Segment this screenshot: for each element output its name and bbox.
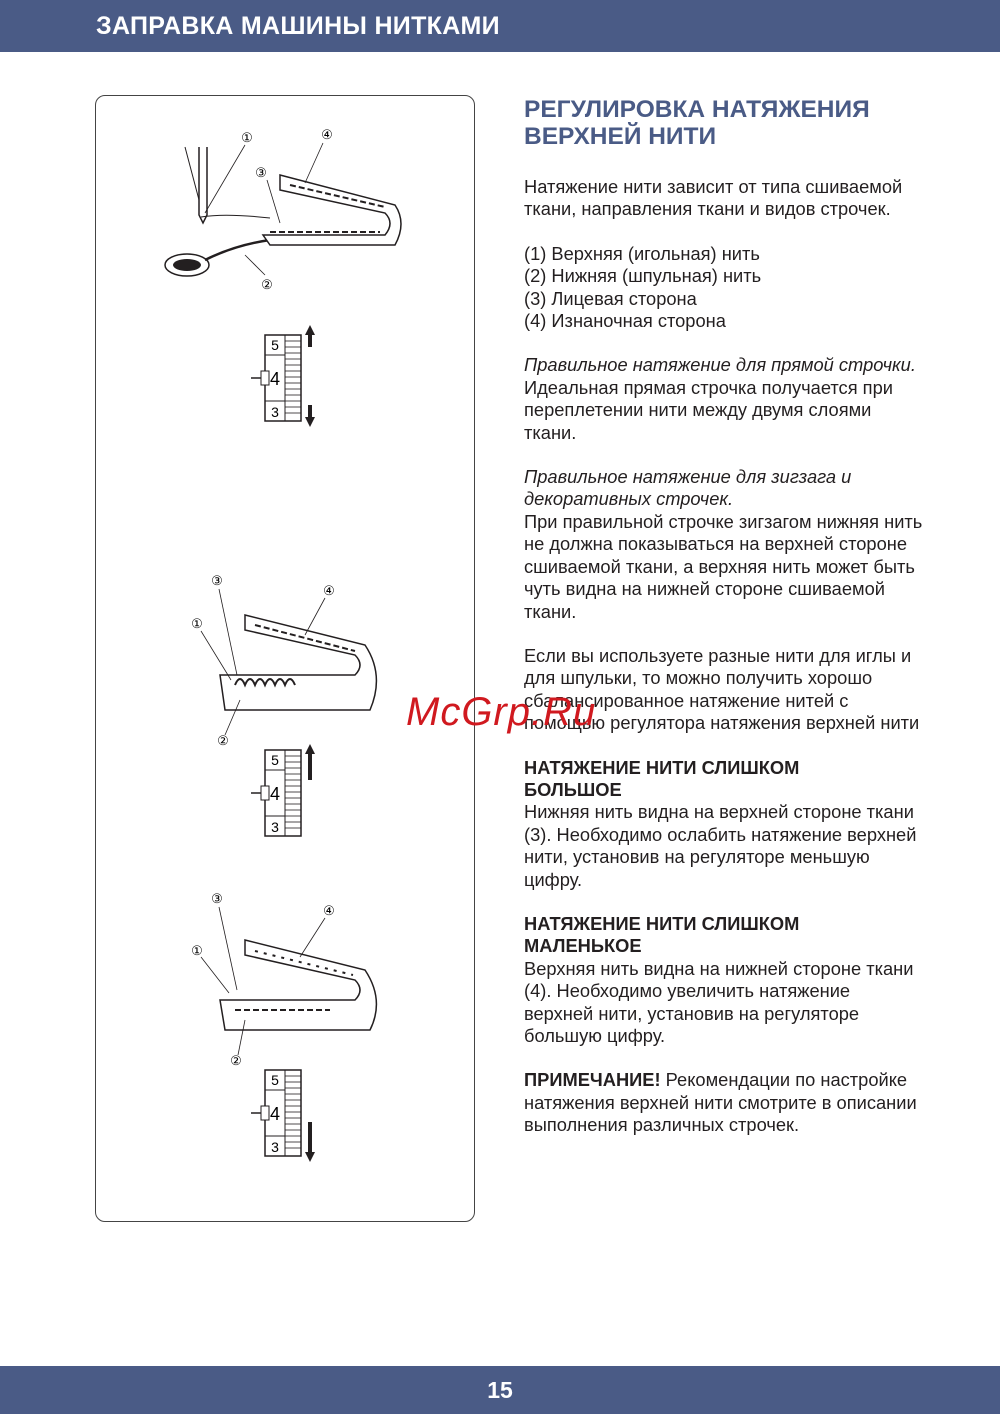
note-label: ПРИМЕЧАНИЕ! bbox=[524, 1069, 661, 1091]
tension-too-high-heading-line-2: БОЛЬШОЕ bbox=[524, 778, 622, 800]
legend-item: (1) Верхняя (игольная) нить bbox=[524, 242, 760, 264]
callout-3: ③ bbox=[255, 165, 267, 180]
dial-value-middle: 4 bbox=[269, 369, 281, 389]
callout-1: ① bbox=[241, 130, 253, 145]
dial-value-bottom: 3 bbox=[271, 404, 279, 420]
upper-thread-line bbox=[201, 215, 270, 218]
callout-4: ④ bbox=[323, 903, 335, 918]
arrow-up-icon bbox=[305, 325, 315, 347]
dial-value-top: 5 bbox=[271, 337, 279, 353]
callout-2: ② bbox=[261, 277, 273, 292]
section-title-line-2: ВЕРХНЕЙ НИТИ bbox=[524, 123, 717, 150]
dial-value-bottom: 3 bbox=[271, 1139, 279, 1155]
dial-value-middle: 4 bbox=[269, 1104, 281, 1124]
callout-3: ③ bbox=[211, 891, 223, 906]
figure-straight-stitch bbox=[165, 127, 401, 292]
straight-stitch-block bbox=[524, 354, 924, 444]
figure-zigzag-stitch bbox=[191, 573, 376, 748]
tension-too-low-text: Верхняя нить видна на нижней стороне ткани (4). Необходимо увеличить натяжение верхней нити, установив на регуляторе большую цифру. bbox=[524, 957, 914, 1046]
tension-too-high-heading-line-1: НАТЯЖЕНИЕ НИТИ СЛИШКОМ bbox=[524, 756, 800, 778]
straight-stitch-text: Идеальная прямая строчка получается при переплетении нити между двумя слоями ткани. bbox=[524, 376, 893, 443]
callout-4: ④ bbox=[323, 583, 335, 598]
tension-too-low-heading-line-1: НАТЯЖЕНИЕ НИТИ СЛИШКОМ bbox=[524, 912, 800, 934]
different-threads-paragraph: Если вы используете разные нити для иглы и для шпульки, то можно получить хорошо сбалансированное натяжение нитей с помощью регулятора натяжения верхней нити bbox=[524, 644, 920, 734]
lower-thread-line bbox=[205, 240, 270, 260]
note-text: Рекомендации по настройке натяжения верхней нити смотрите в описании выполнения различных строчек. bbox=[524, 1069, 917, 1136]
tension-illustrations bbox=[95, 95, 475, 1222]
callout-1: ① bbox=[191, 943, 203, 958]
callout-1: ① bbox=[191, 616, 203, 631]
watermark: McGrp.Ru bbox=[406, 690, 597, 734]
tension-too-high-block bbox=[524, 757, 924, 891]
tension-dial-1 bbox=[251, 325, 315, 427]
dial-value-bottom: 3 bbox=[271, 819, 279, 835]
figure-tension-too-high bbox=[191, 891, 376, 1068]
callout-4: ④ bbox=[321, 127, 333, 142]
dial-value-middle: 4 bbox=[269, 784, 281, 804]
legend-item: (4) Изнаночная сторона bbox=[524, 310, 726, 332]
zigzag-stitch-block bbox=[524, 466, 924, 623]
tension-too-high-text: Нижняя нить видна на верхней стороне ткани (3). Необходимо ослабить натяжение верхней нити, установив на регуляторе меньшую цифру. bbox=[524, 801, 917, 890]
arrow-up-icon bbox=[305, 744, 315, 780]
straight-stitch-heading: Правильное натяжение для прямой строчки. bbox=[524, 354, 916, 376]
tension-dial-2 bbox=[251, 744, 315, 836]
callout-2: ② bbox=[230, 1053, 242, 1068]
callout-3: ③ bbox=[211, 573, 223, 588]
page-number: 15 bbox=[487, 1377, 513, 1403]
instructions-column bbox=[524, 96, 924, 1159]
arrow-down-icon bbox=[305, 1122, 315, 1162]
dial-value-top: 5 bbox=[271, 1072, 279, 1088]
intro-paragraph: Натяжение нити зависит от типа сшиваемой ткани, направления ткани и видов строчек. bbox=[524, 176, 903, 220]
zigzag-stitch-text: При правильной строчке зигзагом нижняя нить не должна показываться на верхней стороне сшиваемой ткани, а верхняя нить может быть чуть видна на нижней стороне сшиваемой ткани. bbox=[524, 510, 923, 622]
dial-value-top: 5 bbox=[271, 752, 279, 768]
tension-too-low-block bbox=[524, 913, 924, 1047]
tension-too-low-heading-line-2: МАЛЕНЬКОЕ bbox=[524, 935, 642, 957]
legend-list bbox=[524, 243, 924, 333]
callout-2: ② bbox=[217, 733, 229, 748]
zigzag-stitch-heading: Правильное натяжение для зигзага и декоративных строчек. bbox=[524, 466, 852, 510]
legend-item: (2) Нижняя (шпульная) нить bbox=[524, 265, 762, 287]
legend-item: (3) Лицевая сторона bbox=[524, 287, 697, 309]
fabric-layers-icon bbox=[263, 175, 401, 245]
section-title-line-1: РЕГУЛИРОВКА НАТЯЖЕНИЯ bbox=[524, 96, 870, 123]
fabric-layers-icon bbox=[220, 615, 376, 710]
section-title bbox=[524, 96, 924, 150]
page-header-title: ЗАПРАВКА МАШИНЫ НИТКАМИ bbox=[96, 12, 500, 40]
tension-dial-3 bbox=[251, 1070, 315, 1162]
arrow-down-icon bbox=[305, 405, 315, 427]
fabric-layers-icon bbox=[220, 940, 376, 1030]
note-paragraph bbox=[524, 1069, 924, 1136]
